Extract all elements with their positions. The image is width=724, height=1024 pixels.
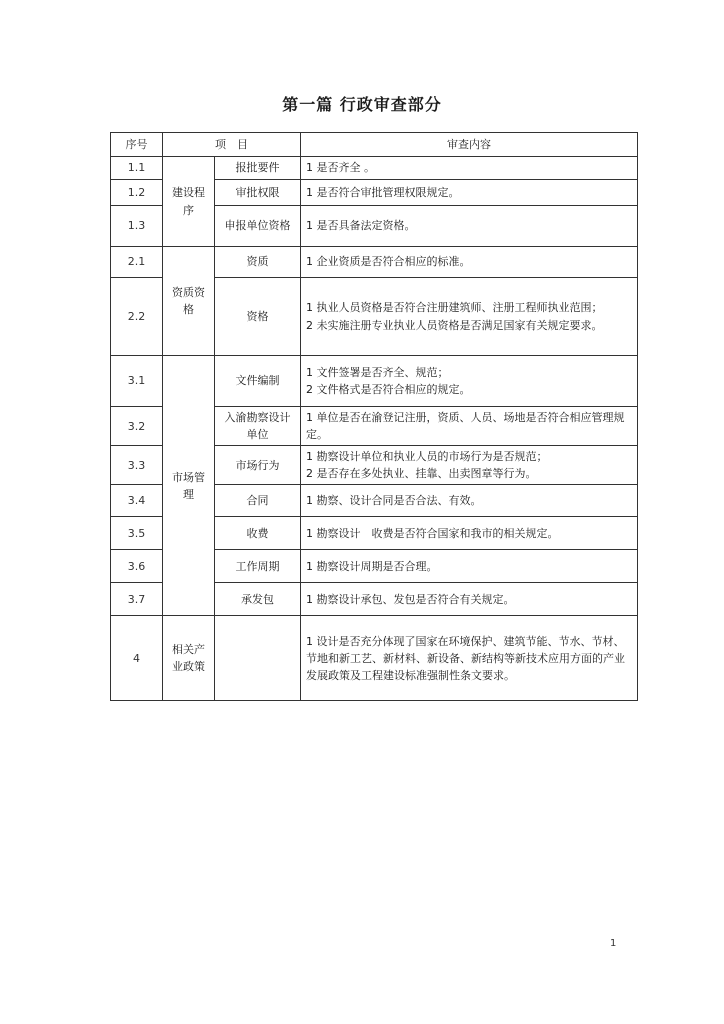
group-cell: 资质资格 <box>163 247 215 356</box>
content-line: 2 未实施注册专业执业人员资格是否满足国家有关规定要求。 <box>306 318 603 332</box>
row-content <box>301 180 638 206</box>
row-item <box>215 616 301 701</box>
content-line: 1 勘察设计单位和执业人员的市场行为是否规范； <box>306 450 548 464</box>
row-content <box>301 517 638 550</box>
content-line: 2 文件格式是否符合相应的规定。 <box>306 383 471 396</box>
row-item: 申报单位资格 <box>215 206 301 247</box>
row-num: 3.4 <box>111 485 163 517</box>
page-number: 1 <box>610 938 617 949</box>
row-item: 工作周期 <box>215 550 301 583</box>
row-num: 3.3 <box>111 446 163 485</box>
row-content <box>301 407 638 446</box>
row-item: 审批权限 <box>215 180 301 206</box>
review-table <box>110 132 638 701</box>
content-line: 1 勘察设计周期是否合理。 <box>306 559 438 573</box>
row-num: 3.6 <box>111 550 163 583</box>
header-content: 审查内容 <box>301 133 638 157</box>
row-item: 报批要件 <box>215 157 301 180</box>
content-line: 1 是否具备法定资格。 <box>306 219 416 233</box>
row-content <box>301 446 638 485</box>
row-content <box>301 206 638 247</box>
content-line: 1 勘察、设计合同是否合法、有效。 <box>306 494 482 508</box>
row-content <box>301 485 638 517</box>
content-line: 1 是否符合审批管理权限规定。 <box>306 185 460 199</box>
row-num: 3.2 <box>111 407 163 446</box>
header-num: 序号 <box>111 133 163 157</box>
content-line: 1 单位是否在渝登记注册，资质、人员、场地是否符合相应管理规定。 <box>306 411 625 442</box>
group-cell: 建设程序 <box>163 157 215 247</box>
table-row <box>111 616 638 701</box>
row-item: 合同 <box>215 485 301 517</box>
row-item: 资格 <box>215 278 301 356</box>
content-line: 1 勘察设计 收费是否符合国家和我市的相关规定。 <box>306 526 559 540</box>
row-content <box>301 616 638 701</box>
content-line: 1 企业资质是否符合相应的标准。 <box>306 255 471 269</box>
row-num: 2.2 <box>111 278 163 356</box>
row-content <box>301 157 638 180</box>
header-item: 项 目 <box>163 133 301 157</box>
group-cell: 市场管理 <box>163 356 215 616</box>
row-num: 3.7 <box>111 583 163 616</box>
row-item: 文件编制 <box>215 356 301 407</box>
row-num: 1.1 <box>111 157 163 180</box>
row-item: 入渝勘察设计单位 <box>215 407 301 446</box>
content-line: 1 文件签署是否齐全、规范； <box>306 365 449 379</box>
row-content <box>301 356 638 407</box>
row-num: 3.1 <box>111 356 163 407</box>
group-cell: 相关产业政策 <box>163 616 215 701</box>
row-content <box>301 278 638 356</box>
row-num: 4 <box>111 616 163 701</box>
row-item: 承发包 <box>215 583 301 616</box>
table-row <box>111 157 638 180</box>
content-line: 1 执业人员资格是否符合注册建筑师、注册工程师执业范围； <box>306 301 603 315</box>
content-line: 2 是否存在多处执业、挂靠、出卖图章等行为。 <box>306 467 537 481</box>
content-line: 1 勘察设计承包、发包是否符合有关规定。 <box>306 592 515 606</box>
row-num: 2.1 <box>111 247 163 278</box>
row-num: 3.5 <box>111 517 163 550</box>
row-num: 1.2 <box>111 180 163 206</box>
row-item: 市场行为 <box>215 446 301 485</box>
row-num: 1.3 <box>111 206 163 247</box>
row-item: 资质 <box>215 247 301 278</box>
table-header-row <box>111 133 638 157</box>
table-row <box>111 356 638 407</box>
row-content <box>301 550 638 583</box>
page-title: 第一篇 行政审查部分 <box>282 95 442 114</box>
row-content <box>301 247 638 278</box>
row-content <box>301 583 638 616</box>
content-line: 1 设计是否充分体现了国家在环境保护、建筑节能、节水、节材、节地和新工艺、新材料、新设备、新结构等新技术应用方面的产业发展政策及工程建设标准强制性条文要求。 <box>306 634 625 682</box>
table-row <box>111 247 638 278</box>
content-line: 1 是否齐全 。 <box>306 161 375 175</box>
row-item: 收费 <box>215 517 301 550</box>
